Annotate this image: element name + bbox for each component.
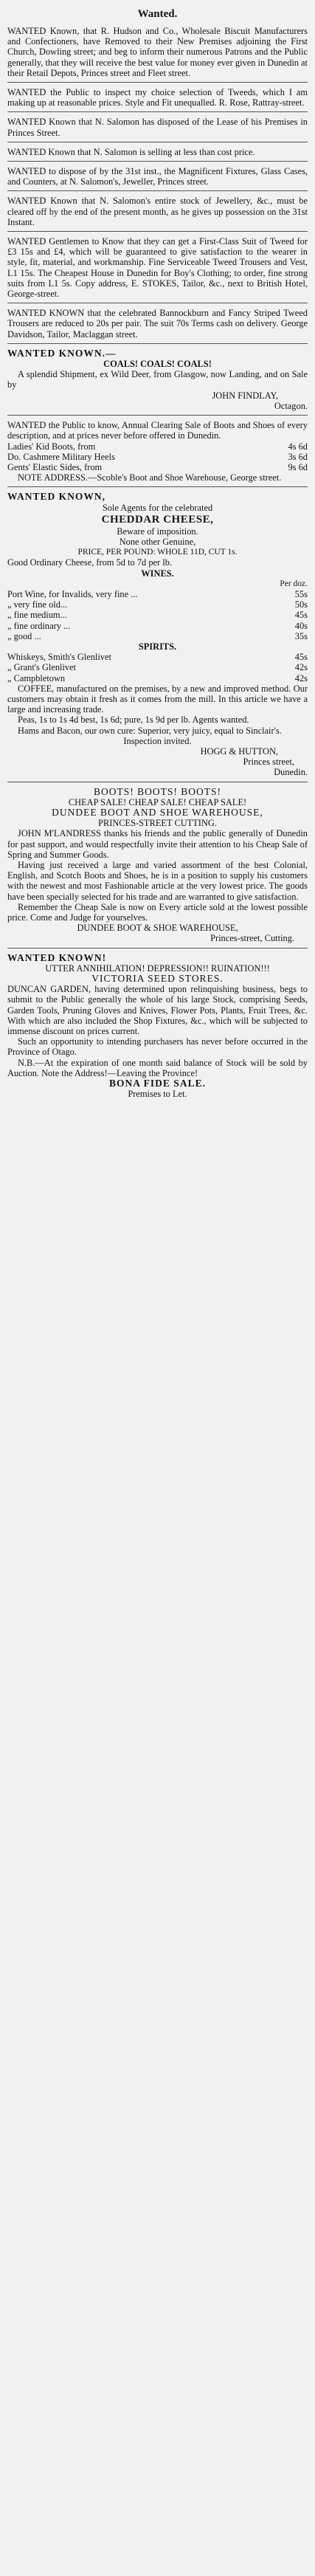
newspaper-column bbox=[0, 0, 315, 1105]
hogg-teas: Peas, 1s to 1s 4d best, 1s 6d; pure, 1s 9d per lb. Agents wanted. bbox=[18, 714, 249, 726]
list-item bbox=[7, 673, 308, 683]
findlay-coals: COALS! COALS! COALS! bbox=[103, 359, 212, 370]
hogg-hams: Hams and Bacon, our own cure: Superior, very juicy, equal to Sinclair's. bbox=[18, 725, 282, 736]
item-name: „ Grant's Glenlivet bbox=[7, 662, 77, 673]
list-item bbox=[7, 621, 308, 631]
findlay-body: A splendid Shipment, ex Wild Deer, from Glasgow, now Landing, and on Sale by bbox=[7, 369, 308, 390]
dundee-cheap: CHEAP SALE! CHEAP SALE! CHEAP SALE! bbox=[68, 796, 247, 807]
hogg-inspection: Inspection invited. bbox=[123, 735, 192, 746]
dundee-name: DUNDEE BOOT & SHOE WAREHOUSE, bbox=[77, 923, 238, 934]
item-name: Ladies' Kid Boots, from bbox=[7, 441, 96, 452]
dundee-head: DUNDEE BOOT AND SHOE WAREHOUSE, bbox=[52, 807, 263, 818]
spirit-price-list bbox=[7, 652, 308, 683]
item-price: 9s 6d bbox=[288, 461, 308, 472]
hogg-good: Good Ordinary Cheese, from 5d to 7d per lb. bbox=[7, 557, 172, 568]
item-price: 55s bbox=[294, 588, 308, 599]
item-price: 4s 6d bbox=[288, 441, 308, 452]
ad-rose: WANTED the Public to inspect my choice selection of Tweeds, which I am making up at reasonable prices. Style and Fit unequalled. R. Rose, Rattray-street. bbox=[7, 87, 308, 109]
ad-scoble bbox=[7, 420, 308, 483]
item-name: „ very fine old... bbox=[7, 599, 68, 610]
findlay-place: Octagon. bbox=[274, 400, 308, 411]
list-item bbox=[7, 599, 308, 610]
item-price: 50s bbox=[294, 599, 308, 610]
scoble-price-list bbox=[7, 441, 308, 473]
divider bbox=[7, 82, 308, 83]
hogg-none: None other Genuine, bbox=[119, 536, 196, 547]
findlay-title: WANTED KNOWN.— bbox=[7, 347, 117, 359]
victoria-p3: N.B.—At the expiration of one month said balance of Stock will be sold by Auction. Note the Address!—Leaving the Province! bbox=[7, 1057, 308, 1078]
ad-hogg-hutton bbox=[7, 492, 308, 777]
hogg-coffee: COFFEE, manufactured on the premises, by a new and improved method. Our customers may obtain it fresh as it comes from the mill. In this article we have a large and increasing trade. bbox=[7, 683, 308, 715]
victoria-title: WANTED KNOWN! bbox=[7, 951, 107, 963]
hogg-name: HOGG & HUTTON, bbox=[200, 745, 278, 757]
divider bbox=[7, 343, 308, 344]
item-name: Port Wine, for Invalids, very fine ... bbox=[7, 588, 138, 599]
victoria-stores: VICTORIA SEED STORES. bbox=[91, 973, 224, 985]
dundee-p3: Remember the Cheap Sale is now on Every article sold at the lowest possible price. Come and Judge for yourselves. bbox=[7, 901, 308, 923]
ad-salomon-lease: WANTED Known that N. Salomon has disposed of the Lease of his Premises in Princes Street. bbox=[7, 117, 308, 138]
dundee-street: Princes-street, Cutting. bbox=[210, 933, 294, 944]
victoria-p1: DUNCAN GARDEN, having determined upon relinquishing business, begs to submit to the Public generally the whole of his large Stock, comprising Seeds, Garden Tools, Pruning Gloves and Knives, Flower Pots, Plants, Fruit Trees, &c. With which are also included the Shop Fixtures, &c., which will be subjected to immense discount on prices current. bbox=[7, 984, 308, 1037]
hogg-agents: Sole Agents for the celebrated bbox=[102, 502, 213, 513]
ad-dundee bbox=[7, 787, 308, 944]
victoria-premises: Premises to Let. bbox=[128, 1089, 187, 1100]
hogg-cheese: CHEDDAR CHEESE, bbox=[101, 513, 214, 526]
list-item bbox=[7, 462, 308, 472]
item-name: „ fine ordinary ... bbox=[7, 620, 71, 631]
scoble-note: NOTE ADDRESS.—Scoble's Boot and Shoe Warehouse, George street. bbox=[18, 472, 282, 483]
divider bbox=[7, 415, 308, 416]
ad-stokes: WANTED Gentlemen to Know that they can get a First-Class Suit of Tweed for £3 15s and £4, which will be guaranteed to give satisfaction to the wearer in style, fit, material, and workmanship. Fine Serviceable Tweed Trousers and Vest, L1 15s. The Cheapest House in Dunedin for Boy's Clothing; to order, fine strong suits from L1 5s. Copy address, E. STOKES, Tailor, &c., next to British Hotel, George-street. bbox=[7, 236, 308, 300]
item-name: „ good ... bbox=[7, 630, 41, 641]
scoble-intro: WANTED the Public to know, Annual Clearing Sale of Boots and Shoes of every description, and at prices never before offered in Dunedin. bbox=[7, 420, 308, 441]
divider bbox=[7, 231, 308, 232]
list-item bbox=[7, 662, 308, 672]
victoria-bona: BONA FIDE SALE. bbox=[109, 1078, 206, 1089]
item-name: Do. Cashmere Military Heels bbox=[7, 451, 115, 462]
dundee-boots: BOOTS! BOOTS! BOOTS! bbox=[93, 785, 221, 797]
list-item bbox=[7, 452, 308, 462]
item-price: 45s bbox=[294, 610, 308, 621]
hogg-wines-head: WINES. bbox=[141, 568, 174, 579]
divider bbox=[7, 486, 308, 487]
divider bbox=[7, 111, 308, 112]
findlay-name: JOHN FINDLAY, bbox=[212, 390, 278, 401]
dundee-cutting: PRINCES-STREET CUTTING. bbox=[98, 818, 217, 829]
item-price: 3s 6d bbox=[288, 451, 308, 462]
divider bbox=[7, 190, 308, 191]
list-item bbox=[7, 441, 308, 452]
hogg-per-doz: Per doz. bbox=[280, 579, 308, 588]
section-header: Wanted. bbox=[137, 8, 178, 20]
ad-findlay bbox=[7, 348, 308, 411]
item-price: 35s bbox=[294, 630, 308, 641]
hogg-spirits-head: SPIRITS. bbox=[138, 641, 177, 652]
wine-price-list bbox=[7, 589, 308, 641]
dundee-p1: JOHN M'LANDRESS thanks his friends and the public generally of Dunedin for past support, and would respectfully invite their attention to his Cheap Sale of Spring and Summer Goods. bbox=[7, 828, 308, 860]
dundee-p2: Having just received a large and varied assortment of the best Colonial, English, and Scotch Boots and Shoes, he is in a position to supply his customers with the newest and most Fashionable article at the very lowest price. The goods have been specially selected for his trade and are warranted to give satisfaction. bbox=[7, 860, 308, 902]
list-item bbox=[7, 610, 308, 620]
item-name: Whiskeys, Smith's Glenlivet bbox=[7, 652, 111, 663]
item-name: Gents' Elastic Sides, from bbox=[7, 461, 103, 472]
ad-hudson: WANTED Known, that R. Hudson and Co., Wholesale Biscuit Manufacturers and Confectioners, have Removed to their New Premises adjoining the First Church, Dowling street; and beg to inform their numerous Patrons and the Public generally, that they will receive the best value for money ever given in Dunedin at their Retail Depots, Princes street and Fleet street. bbox=[7, 26, 308, 78]
ad-victoria bbox=[7, 953, 308, 1100]
list-item bbox=[7, 652, 308, 662]
list-item bbox=[7, 589, 308, 599]
hogg-city: Dunedin. bbox=[274, 767, 308, 778]
hogg-beware: Beware of imposition. bbox=[117, 526, 198, 537]
ad-salomon-cost: WANTED Known that N. Salomon is selling at less than cost price. bbox=[7, 146, 255, 157]
ad-salomon-fixtures: WANTED to dispose of by the 31st inst., the Magnificent Fixtures, Glass Cases, and Counters, at N. Salomon's, Jeweller, Princes street. bbox=[7, 166, 308, 187]
hogg-street: Princes street, bbox=[243, 757, 294, 768]
item-price: 45s bbox=[294, 652, 308, 663]
victoria-utter: UTTER ANNIHILATION! DEPRESSION!! RUINATION!!! bbox=[45, 962, 270, 974]
hogg-price-line: PRICE, PER POUND: WHOLE 11D, CUT 1s. bbox=[77, 548, 238, 557]
item-name: „ fine medium... bbox=[7, 610, 67, 621]
item-price: 42s bbox=[294, 672, 308, 683]
item-name: „ Campbletown bbox=[7, 672, 66, 683]
hogg-title: WANTED KNOWN, bbox=[7, 491, 106, 503]
ad-davidson: WANTED KNOWN that the celebrated Bannockburn and Fancy Striped Tweed Trousers are reduced to 20s per pair. The suit 70s Terms cash on delivery. George Davidson, Tailor, Maclaggan street. bbox=[7, 308, 308, 340]
item-price: 42s bbox=[294, 662, 308, 673]
ad-salomon-jewellery: WANTED Known that N. Salomon's entire stock of Jewellery, &c., must be cleared off by the end of the present month, as he gives up possession on the 31st Instant. bbox=[7, 196, 308, 227]
divider bbox=[7, 161, 308, 162]
list-item bbox=[7, 631, 308, 641]
item-price: 40s bbox=[294, 620, 308, 631]
victoria-p2: Such an opportunity to intending purchasers has never before occurred in the Province of Otago. bbox=[7, 1036, 308, 1058]
